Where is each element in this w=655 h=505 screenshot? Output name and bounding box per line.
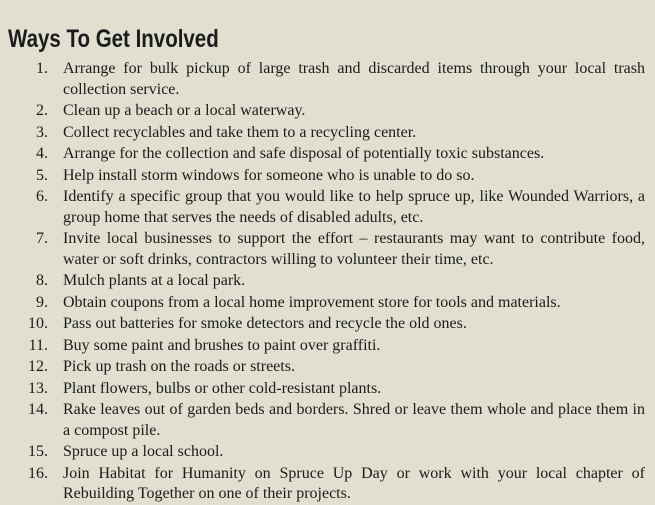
list-item-number: 11. xyxy=(28,336,48,354)
list-item-text: Identify a specific group that you would like to help spruce up, like Wounded Warriors, a group home that serves the needs of disabled adults, etc. xyxy=(63,188,645,226)
list-item xyxy=(8,187,645,228)
list-item xyxy=(8,379,645,400)
list-item-text: Arrange for bulk pickup of large trash and discarded items through your local trash collection service. xyxy=(63,60,645,98)
list-item xyxy=(8,166,645,187)
list-item-text: Spruce up a local school. xyxy=(63,443,224,460)
list-item-number: 13. xyxy=(28,379,48,397)
list-item-number: 5. xyxy=(36,166,48,184)
list-item-text: Plant flowers, bulbs or other cold-resistant plants. xyxy=(63,379,382,397)
list-item-number: 3. xyxy=(36,123,48,141)
list-item xyxy=(8,144,645,165)
list-item xyxy=(8,442,645,463)
list-item-text: Mulch plants at a local park. xyxy=(63,272,246,289)
list-item xyxy=(8,293,645,314)
list-item-number: 14. xyxy=(28,401,48,418)
list-item-number: 8. xyxy=(36,272,48,289)
list-item-text: Help install storm windows for someone who is unable to do so. xyxy=(63,166,475,184)
list-item xyxy=(8,271,645,292)
list-item-number: 12. xyxy=(28,358,48,375)
list-item-number: 6. xyxy=(36,188,48,205)
list-item xyxy=(8,400,645,441)
list-item-number: 9. xyxy=(36,293,48,311)
list-item-text: Invite local businesses to support the effort – restaurants may want to contribute food, water or soft drinks, contractors willing to volunteer their time, etc. xyxy=(63,230,645,268)
involvement-list xyxy=(8,59,645,505)
list-item xyxy=(8,314,645,335)
list-item xyxy=(8,464,645,505)
list-item-text: Join Habitat for Humanity on Spruce Up Day or work with your local chapter of Rebuilding Together on one of their projects. xyxy=(63,464,645,502)
list-item-text: Buy some paint and brushes to paint over graffiti. xyxy=(63,336,381,354)
list-item xyxy=(8,101,645,122)
list-item-number: 4. xyxy=(36,145,48,162)
list-item-text: Collect recyclables and take them to a recycling center. xyxy=(63,123,417,141)
list-item xyxy=(8,229,645,270)
list-item xyxy=(8,59,645,100)
list-item-number: 10. xyxy=(28,315,48,332)
list-item-number: 7. xyxy=(36,230,48,247)
list-item-text: Pass out batteries for smoke detectors and recycle the old ones. xyxy=(63,315,467,332)
list-item-text: Pick up trash on the roads or streets. xyxy=(63,358,295,375)
list-item-number: 15. xyxy=(28,443,48,460)
list-item xyxy=(8,357,645,378)
list-item-text: Arrange for the collection and safe disposal of potentially toxic substances. xyxy=(63,145,545,162)
list-item xyxy=(8,336,645,357)
list-item-text: Obtain coupons from a local home improvement store for tools and materials. xyxy=(63,293,561,311)
list-item-number: 16. xyxy=(28,464,48,482)
list-item-text: Clean up a beach or a local waterway. xyxy=(63,102,306,119)
list-item-number: 1. xyxy=(36,60,48,77)
list-item xyxy=(8,123,645,144)
page-title: Ways To Get Involved xyxy=(8,25,219,53)
list-item-number: 2. xyxy=(36,102,48,119)
list-item-text: Rake leaves out of garden beds and borders. Shred or leave them whole and place them in a compost pile. xyxy=(63,401,645,439)
